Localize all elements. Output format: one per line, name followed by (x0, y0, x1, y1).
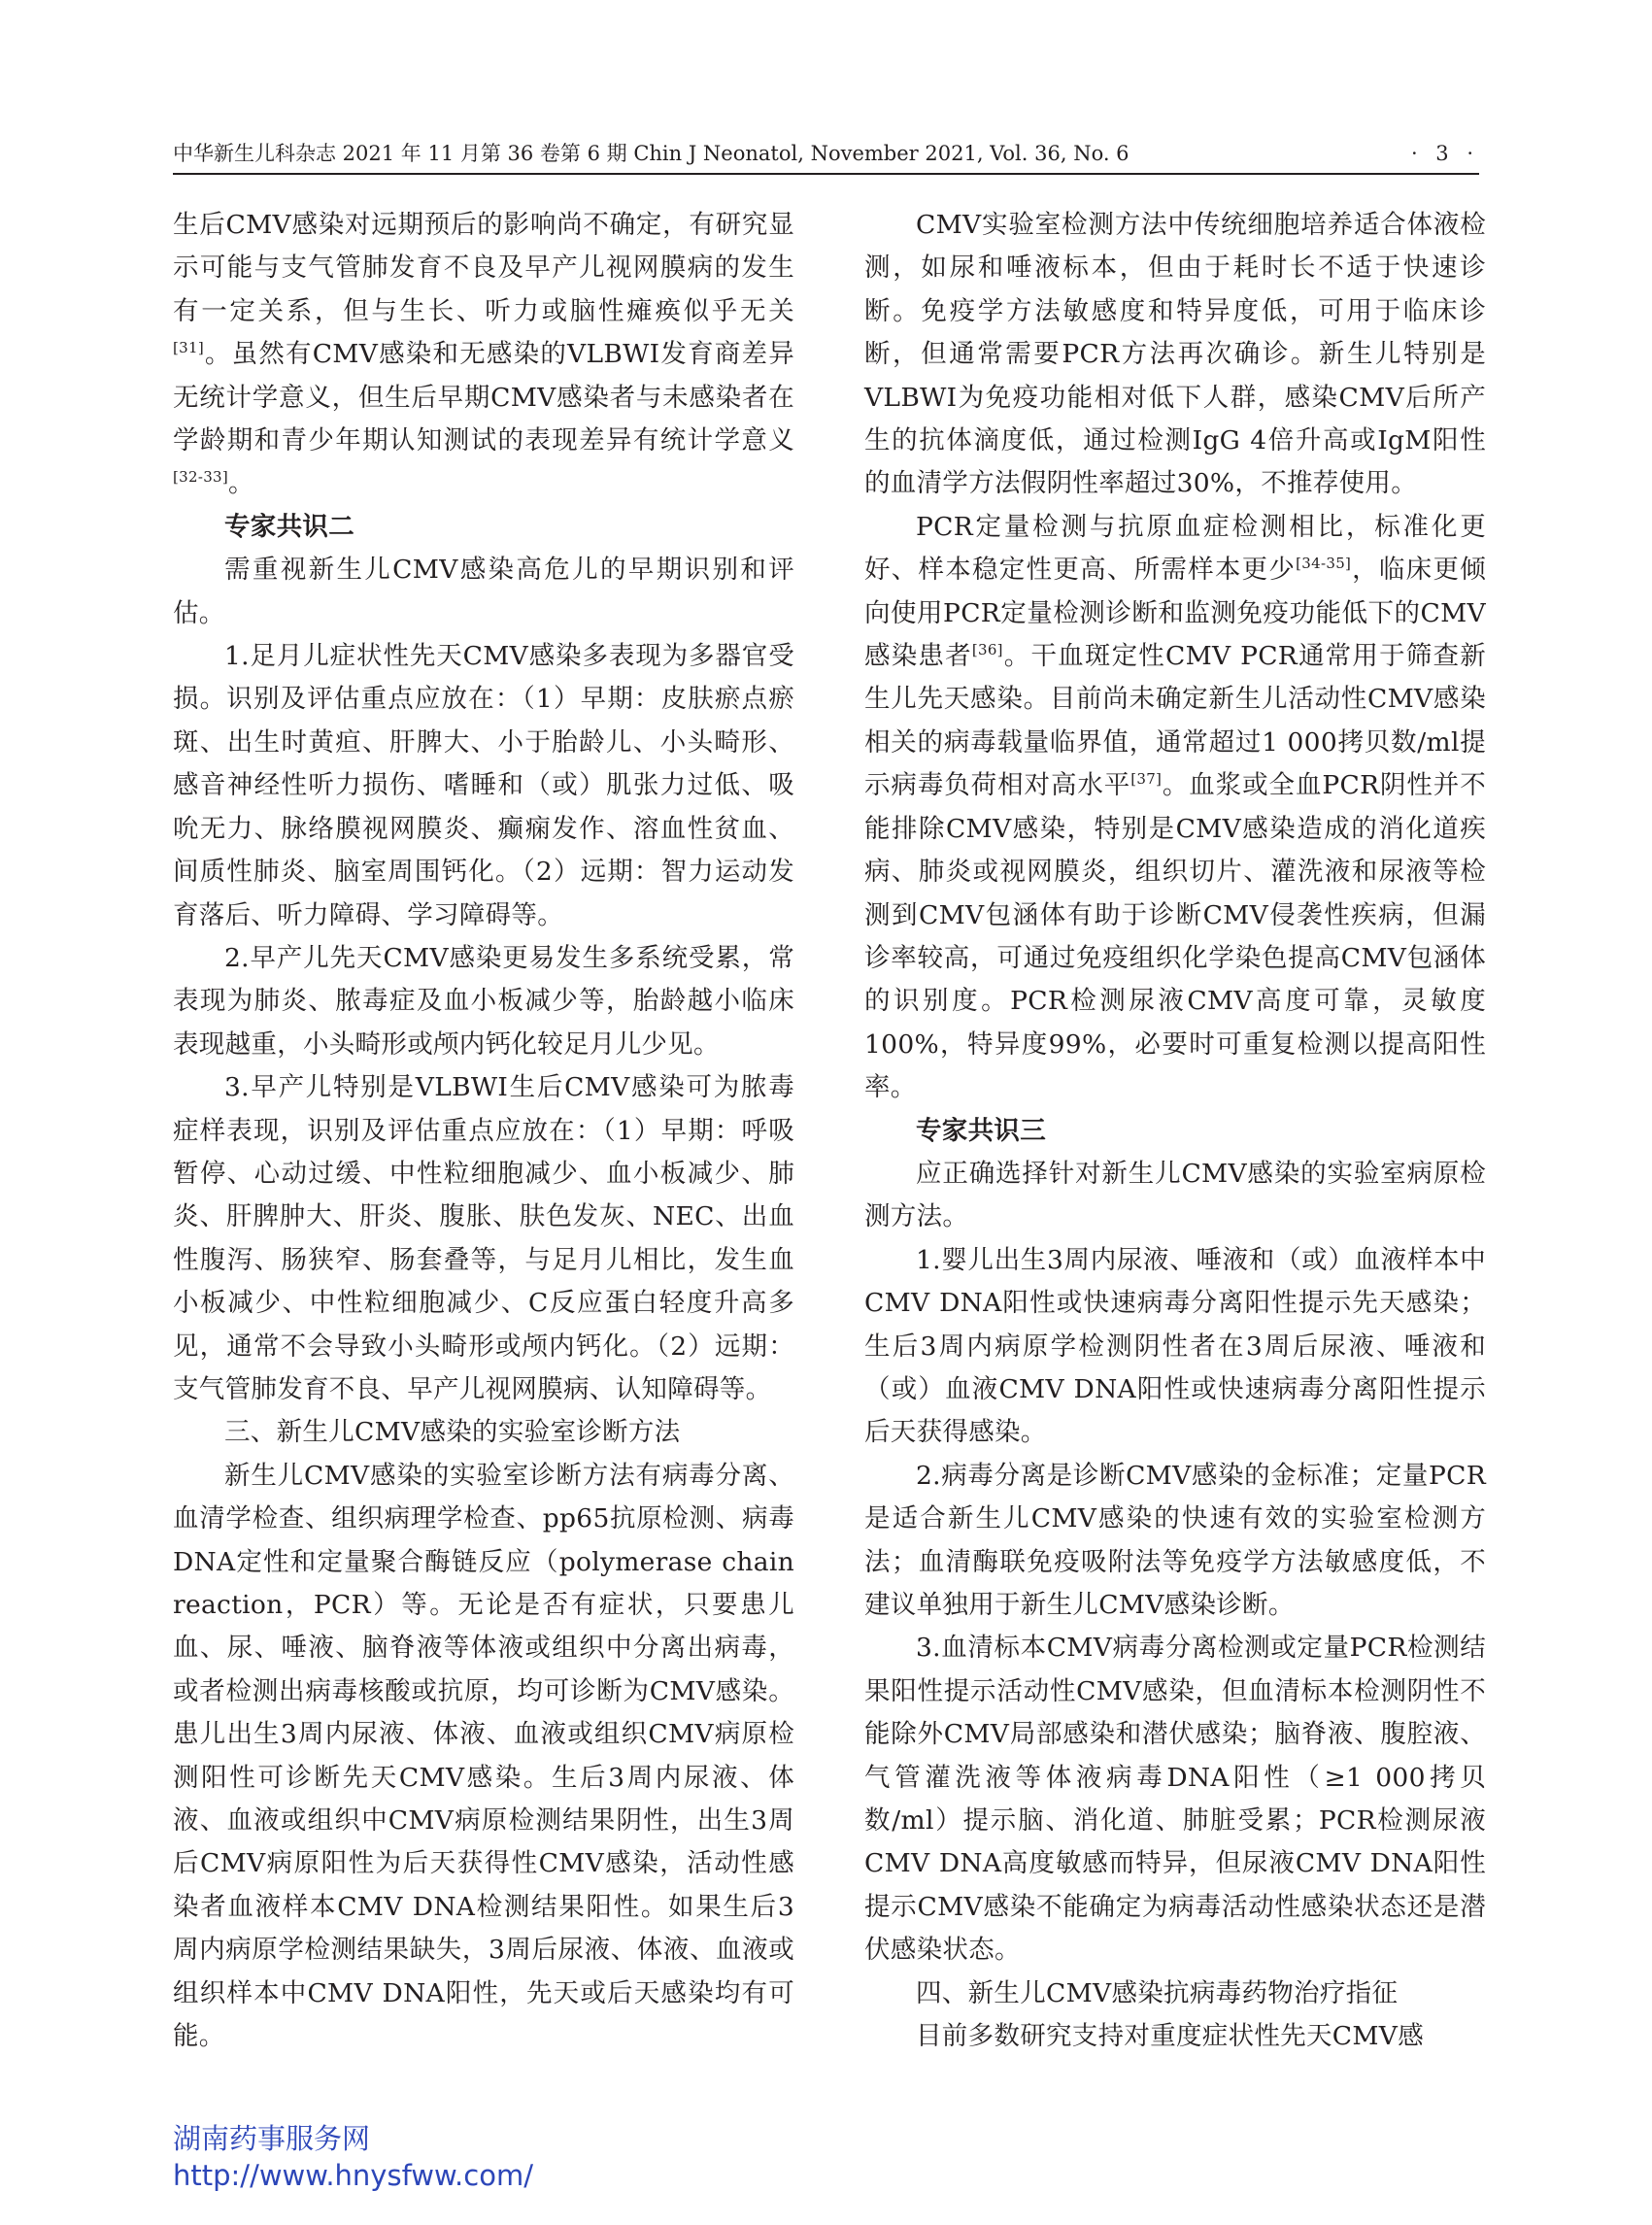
paragraph: PCR定量检测与抗原血症检测相比，标准化更好、样本稳定性更高、所需样本更少[34-35]，临床更倾向使用PCR定量检测诊断和监测免疫功能低下的CMV感染患者[36]。干血斑定性CMV PCR通常用于筛查新生儿先天感染。目前尚未确定新生儿活动性CMV感染相关的病毒载量临界值，通常超过1 000拷贝数/ml提示病毒负荷相对高水平[37]。血浆或全血PCR阴性并不能排除CMV感染，特别是CMV感染造成的消化道疾病、肺炎或视网膜炎，组织切片、灌洗液和尿液等检测到CMV包涵体有助于诊断CMV侵袭性疾病，但漏诊率较高，可通过免疫组织化学染色提高CMV包涵体的识别度。PCR检测尿液CMV高度可靠，灵敏度100%，特异度99%，必要时可重复检测以提高阳性率。 (864, 511, 1487, 1103)
paragraph: 目前多数研究支持对重度症状性先天CMV感 (916, 2021, 1425, 2052)
paragraph: 2.早产儿先天CMV感染更易发生多系统受累，常表现为肺炎、脓毒症及血小板减少等，胎龄越小临床表现越重，小头畸形或颅内钙化较足月儿少见。 (173, 942, 794, 1060)
right-column (864, 204, 1486, 2058)
paragraph: CMV实验室检测方法中传统细胞培养适合体液检测，如尿和唾液标本，但由于耗时长不适于快速诊断。免疫学方法敏感度和特异度低，可用于临床诊断，但通常需要PCR方法再次确诊。新生儿特别是VLBWI为免疫功能相对低下人群，感染CMV后所产生的抗体滴度低，通过检测IgG 4倍升高或IgM阳性的血清学方法假阴性率超过30%，不推荐使用。 (864, 210, 1486, 499)
page-number: · 3 · (1410, 142, 1479, 165)
paragraph: 1.足月儿症状性先天CMV感染多表现为多器官受损。识别及评估重点应放在：（1）早期：皮肤瘀点瘀斑、出生时黄疸、肝脾大、小于胎龄儿、小头畸形、感音神经性听力损伤、嗜睡和（或）肌张力过低、吸吮无力、脉络膜视网膜炎、癫痫发作、溶血性贫血、间质性肺炎、脑室周围钙化。（2）远期：智力运动发育落后、听力障碍、学习障碍等。 (173, 641, 794, 930)
watermark-site-name: 湖南药事服务网 (173, 2122, 371, 2155)
paragraph: 2.病毒分离是诊断CMV感染的金标准；定量PCR是适合新生儿CMV感染的快速有效的实验室检测方法；血清酶联免疫吸附法等免疫学方法敏感度低，不建议单独用于新生儿CMV感染诊断。 (864, 1460, 1486, 1620)
watermark-url: http://www.hnysfww.com/ (173, 2159, 533, 2192)
paragraph: 需重视新生儿CMV感染高危儿的早期识别和评估。 (173, 555, 794, 628)
section-heading: 专家共识二 (224, 511, 354, 542)
paragraph: 1.婴儿出生3周内尿液、唾液和（或）血液样本中CMV DNA阳性或快速病毒分离阳性提示先天感染；生后3周内病原学检测阴性者在3周后尿液、唾液和（或）血液CMV DNA阳性或快速病毒分离阳性提示后天获得感染。 (864, 1244, 1486, 1448)
paragraph: 新生儿CMV感染的实验室诊断方法有病毒分离、血清学检查、组织病理学检查、pp65抗原检测、病毒DNA定性和定量聚合酶链反应（polymerase chain reaction，PCR）等。无论是否有症状，只要患儿血、尿、唾液、脑脊液等体液或组织中分离出病毒，或者检测出病毒核酸或抗原，均可诊断为CMV感染。患儿出生3周内尿液、体液、血液或组织CMV病原检测阳性可诊断先天CMV感染。生后3周内尿液、体液、血液或组织中CMV病原检测结果阴性，出生3周后CMV病原阳性为后天获得性CMV感染，活动性感染者血液样本CMV DNA检测结果阳性。如果生后3周内病原学检测结果缺失，3周后尿液、体液、血液或组织样本中CMV DNA阳性，先天或后天感染均有可能。 (173, 1460, 794, 2052)
section-heading: 专家共识三 (916, 1115, 1046, 1146)
journal-citation: 中华新生儿科杂志 2021 年 11 月第 36 卷第 6 期 Chin J Neonatol, November 2021, Vol. 36, No. 6 (173, 142, 1129, 165)
section-title: 四、新生儿CMV感染抗病毒药物治疗指征 (916, 1977, 1399, 2008)
paragraph: 3.早产儿特别是VLBWI生后CMV感染可为脓毒症样表现，识别及评估重点应放在：（1）早期：呼吸暂停、心动过缓、中性粒细胞减少、血小板减少、肺炎、肝脾肿大、肝炎、腹胀、肤色发灰、NEC、出血性腹泻、肠狭窄、肠套叠等，与足月儿相比，发生血小板减少、中性粒细胞减少、C反应蛋白轻度升高多见，通常不会导致小头畸形或颅内钙化。（2）远期：支气管肺发育不良、早产儿视网膜病、认知障碍等。 (173, 1072, 794, 1404)
paragraph: 3.血清标本CMV病毒分离检测或定量PCR检测结果阳性提示活动性CMV感染，但血清标本检测阴性不能除外CMV局部感染和潜伏感染；脑脊液、腹腔液、气管灌洗液等体液病毒DNA阳性（≥1 000拷贝数/ml）提示脑、消化道、肺脏受累；PCR检测尿液CMV DNA高度敏感而特异，但尿液CMV DNA阳性提示CMV感染不能确定为病毒活动性感染状态还是潜伏感染状态。 (864, 1633, 1486, 1966)
left-column (173, 204, 794, 2058)
site-watermark (173, 2120, 533, 2194)
paragraph: 生后CMV感染对远期预后的影响尚不确定，有研究显示可能与支气管肺发育不良及早产儿视网膜病的发生有一定关系，但与生长、听力或脑性瘫痪似乎无关[31]。虽然有CMV感染和无感染的VLBWI发育商差异无统计学意义，但生后早期CMV感染者与未感染者在学龄期和青少年期认知测试的表现差异有统计学意义[32-33]。 (173, 210, 794, 499)
paragraph: 应正确选择针对新生儿CMV感染的实验室病原检测方法。 (864, 1158, 1486, 1232)
running-header (173, 134, 1479, 175)
section-title: 三、新生儿CMV感染的实验室诊断方法 (224, 1417, 681, 1448)
